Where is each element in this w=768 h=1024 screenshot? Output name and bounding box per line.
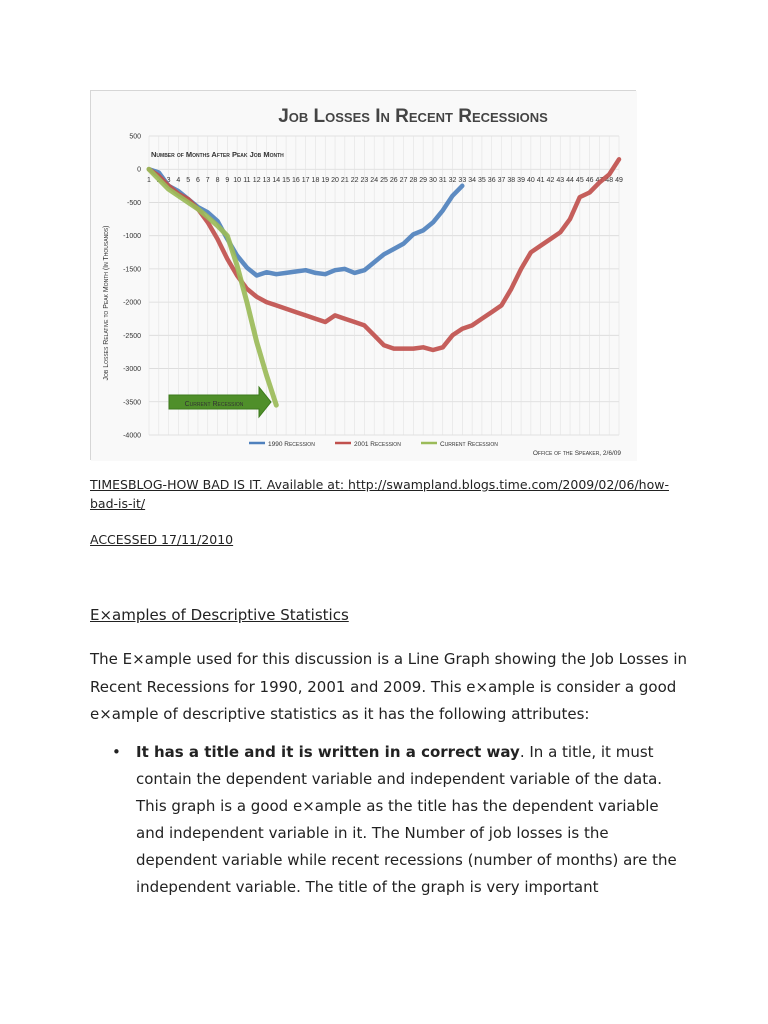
x-tick-label: 48 — [605, 177, 614, 185]
x-tick-label: 12 — [252, 177, 261, 185]
x-tick-label: 28 — [409, 177, 418, 185]
x-tick-label: 47 — [595, 177, 604, 185]
source-citation — [90, 475, 690, 513]
x-tick-label: 14 — [272, 177, 281, 185]
x-tick-label: 39 — [517, 177, 525, 185]
x-tick-label: 5 — [186, 177, 191, 185]
x-tick-label: 15 — [282, 177, 290, 185]
x-tick-label: 44 — [566, 177, 574, 185]
x-tick-label: 33 — [458, 177, 467, 185]
x-tick-label: 13 — [262, 177, 271, 185]
x-tick-label: 41 — [536, 177, 545, 185]
section-heading: E×amples of Descriptive Statistics — [90, 606, 349, 624]
x-tick-label: 37 — [497, 177, 506, 185]
y-tick-label: -4000 — [123, 432, 141, 440]
x-tick-label: 45 — [575, 177, 584, 185]
x-tick-label: 17 — [301, 177, 310, 185]
x-tick-label: 27 — [399, 177, 408, 185]
bullet-marker: • — [112, 743, 121, 761]
chart-legend — [249, 441, 498, 448]
y-tick-label: -2000 — [123, 299, 141, 307]
bullet-text: . In a title, it must contain the dependent variable and independent variable of the data. This graph is a good e×ample as the title has the dependent variable and independent variable in it. The Number of job losses is the dependent variable while recent recessions (number of months) are the independent variable. The title of the graph is very important — [136, 743, 677, 896]
chart-title: Job Losses In Recent Recessions — [278, 106, 548, 127]
x-tick-label: 18 — [311, 177, 320, 185]
chart-credit: Office of the Speaker, 2/6/09 — [532, 450, 621, 457]
job-losses-chart — [90, 90, 636, 460]
x-tick-label: 34 — [468, 177, 477, 185]
x-tick-label: 10 — [233, 177, 242, 185]
y-tick-label: -500 — [126, 199, 141, 207]
x-tick-label: 16 — [291, 177, 300, 185]
y-tick-label: -2500 — [123, 332, 141, 340]
y-tick-label: 500 — [129, 133, 141, 141]
x-tick-label: 36 — [487, 177, 496, 185]
source-link[interactable]: http://swampland.blogs.time.com/2009/02/06/how-bad-is-it/ — [90, 477, 669, 511]
x-tick-label: 6 — [196, 177, 200, 185]
x-tick-label: 32 — [448, 177, 457, 185]
legend-label: Current Recession — [440, 441, 498, 448]
x-tick-label: 38 — [507, 177, 516, 185]
x-tick-label: 20 — [331, 177, 339, 185]
x-tick-label: 30 — [429, 177, 437, 185]
x-tick-label: 2 — [156, 177, 161, 185]
chart-inner-label: Number of Months After Peak Job Month — [151, 150, 284, 159]
x-tick-label: 35 — [478, 177, 486, 185]
x-tick-label: 8 — [215, 177, 220, 185]
bullet-bold-lead: It has a title and it is written in a correct way — [136, 743, 520, 761]
x-tick-label: 3 — [166, 177, 171, 185]
x-tick-label: 29 — [419, 177, 428, 185]
legend-label: 1990 Recession — [268, 441, 315, 448]
y-axis-label: Job Losses Relative to Peak Month (In Thousands) — [103, 225, 110, 381]
x-tick-label: 7 — [205, 177, 210, 185]
y-tick-label: -3000 — [123, 366, 141, 374]
x-tick-label: 4 — [176, 177, 181, 185]
y-tick-label: 0 — [137, 166, 141, 174]
x-tick-label: 25 — [380, 177, 388, 185]
accessed-date: ACCESSED 17/11/2010 — [90, 532, 234, 547]
x-tick-label: 19 — [321, 177, 330, 185]
x-tick-label: 40 — [526, 177, 535, 185]
chart-svg — [91, 91, 637, 461]
x-tick-label: 11 — [243, 177, 251, 185]
source-prefix: TIMESBLOG-HOW BAD IS IT. Available at: — [90, 477, 349, 492]
x-tick-label: 22 — [350, 177, 359, 185]
x-tick-label: 46 — [585, 177, 594, 185]
current-recession-arrow-label: Current Recession — [184, 401, 244, 408]
legend-label: 2001 Recession — [354, 441, 401, 448]
x-tick-label: 21 — [340, 177, 349, 185]
x-tick-label: 49 — [615, 177, 623, 185]
x-tick-label: 43 — [556, 177, 565, 185]
y-tick-label: -1000 — [123, 233, 141, 241]
x-tick-label: 9 — [225, 177, 230, 185]
x-tick-label: 1 — [147, 177, 151, 185]
list-item — [90, 739, 690, 901]
x-tick-label: 42 — [546, 177, 555, 185]
x-tick-label: 23 — [360, 177, 369, 185]
y-tick-label: -1500 — [123, 266, 141, 274]
x-tick-label: 31 — [438, 177, 447, 185]
y-tick-label: -3500 — [123, 399, 141, 407]
x-tick-label: 24 — [370, 177, 379, 185]
attribute-list — [90, 739, 690, 901]
x-tick-label: 26 — [389, 177, 398, 185]
intro-paragraph: The E×ample used for this discussion is a Line Graph showing the Job Losses in Recent Recessions for 1990, 2001 and 2009. This e×ample is consider a good e×ample of descriptive statistics as it has the following attributes: — [90, 650, 687, 723]
